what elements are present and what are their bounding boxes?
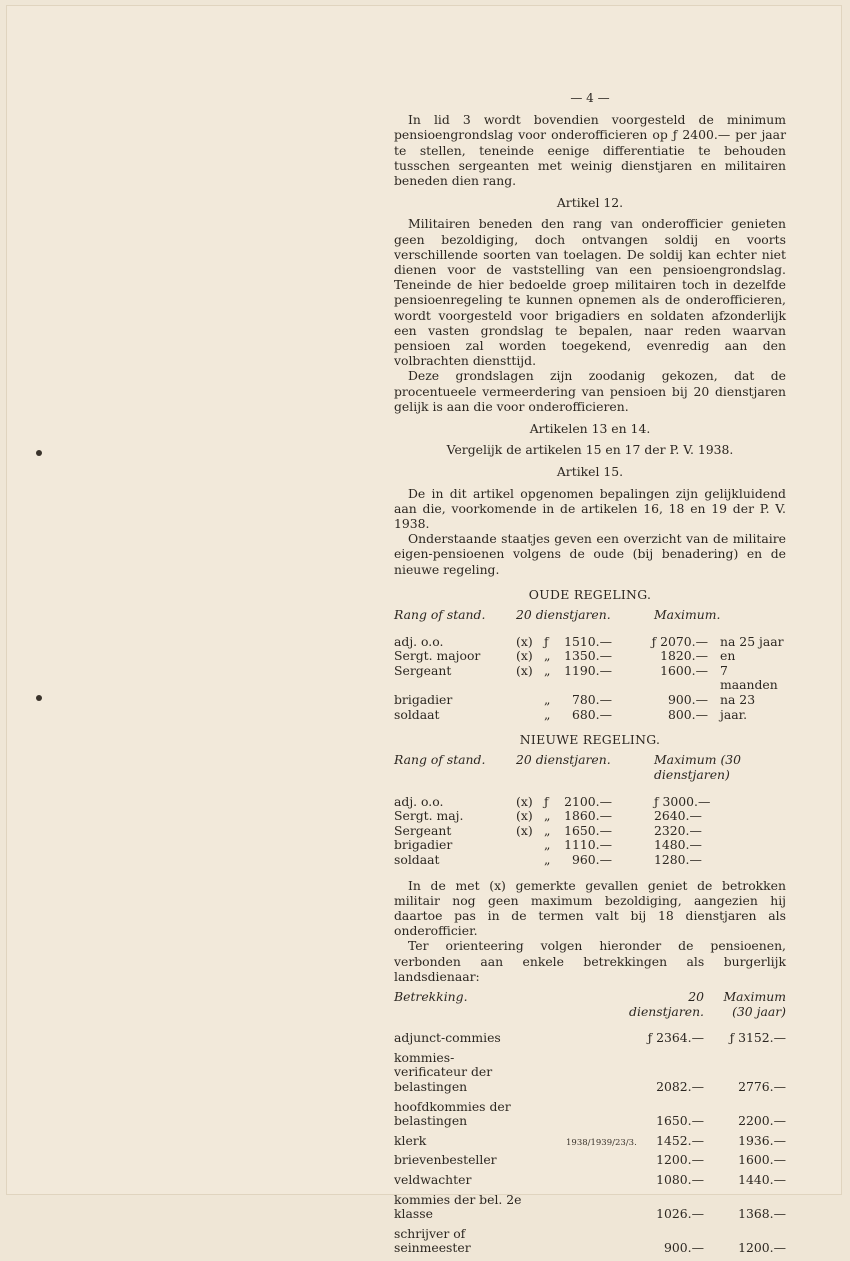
rank-cell: soldaat bbox=[394, 706, 440, 722]
note-cell: na 25 jaar bbox=[720, 633, 784, 649]
table-row bbox=[394, 1227, 786, 1261]
currency-cell: „ bbox=[544, 648, 551, 664]
years20-cell: 1080.— bbox=[656, 1171, 704, 1187]
mark-cell: (x) bbox=[516, 633, 533, 649]
article-13-14-text: Vergelijk de artikelen 15 en 17 der P. V. 1938. bbox=[446, 442, 734, 458]
new-header-rank: Rang of stand. bbox=[394, 752, 486, 768]
maximum-cell: 1200.— bbox=[738, 1240, 786, 1256]
years20-cell: ƒ 2364.— bbox=[647, 1030, 704, 1046]
article-15-paragraph-2: Onderstaande staatjes geven een overzicht van de militaire eigen-pensioenen volgens de oude (bij benadering) en de nieuwe regeling. bbox=[394, 531, 786, 577]
table-row bbox=[394, 664, 786, 693]
mark-cell bbox=[516, 693, 544, 708]
job-cell: veldwachter bbox=[394, 1171, 472, 1187]
years20-cell: 2082.— bbox=[656, 1079, 704, 1094]
old-scheme-title: OUDE REGELING. bbox=[528, 586, 652, 602]
currency-cell: ƒ bbox=[544, 633, 549, 649]
punch-hole bbox=[36, 450, 42, 456]
note-cell: jaar. bbox=[720, 706, 748, 722]
table-row bbox=[394, 1051, 786, 1100]
mark-cell bbox=[516, 838, 544, 853]
job-cell: hoofdkommies der belastingen bbox=[394, 1098, 511, 1129]
table-row bbox=[394, 853, 786, 868]
orientation-paragraph: Ter orienteering volgen hieronder de pensioenen, verbonden aan enkele betrekkingen als burgerlijk landsdienaar: bbox=[394, 938, 786, 984]
rank-cell: adj. o.o. bbox=[394, 633, 444, 649]
article-15-heading: Artikel 15. bbox=[556, 464, 624, 480]
mark-cell: (x) bbox=[516, 808, 533, 824]
maximum-cell: 1600.— bbox=[660, 662, 708, 678]
rank-cell: Sergt. majoor bbox=[394, 648, 481, 664]
years20-cell: 960.— bbox=[572, 852, 612, 868]
table-row bbox=[394, 1173, 786, 1193]
years20-cell: 1200.— bbox=[656, 1152, 704, 1168]
years20-cell: 680.— bbox=[572, 706, 612, 722]
mark-cell: (x) bbox=[516, 648, 533, 664]
job-cell: adjunct-commies bbox=[394, 1030, 501, 1046]
currency-cell: „ bbox=[544, 662, 551, 678]
maximum-cell: 900.— bbox=[668, 692, 708, 708]
table-row bbox=[394, 1193, 786, 1227]
footer-code: 1938/1939/23/3. bbox=[566, 1138, 637, 1148]
text-column bbox=[394, 91, 786, 1261]
article-12-paragraph-1: Militairen beneden den rang van onderofficier genieten geen bezoldiging, doch ontvangen soldij en voorts verschillende soorten van toelagen. De soldij kan echter niet dienen voor de vaststelling van een pensioengrondslag. Teneinde de hier bedoelde groep militairen toch in dezelfde pensioenregeling te kunnen opnemen als de onderofficieren, wordt voorgesteld voor brigadiers en soldaten afzonderlijk een vasten grondslag te bepalen, naar reden waarvan pensioen zal worden toegekend, evenredig aan den volbrachten diensttijd. bbox=[394, 216, 786, 369]
old-header-rank: Rang of stand. bbox=[394, 607, 486, 623]
new-header-20years: 20 dienstjaren. bbox=[516, 752, 611, 768]
maximum-cell: 1368.— bbox=[738, 1206, 786, 1222]
table-row bbox=[394, 824, 786, 839]
mark-cell bbox=[516, 708, 544, 723]
years20-cell: 2100.— bbox=[564, 793, 612, 809]
job-cell: kommies der bel. 2e klasse bbox=[394, 1191, 522, 1222]
page-number: — 4 — bbox=[570, 91, 610, 105]
maximum-cell: 1820.— bbox=[660, 648, 708, 664]
mark-cell bbox=[516, 853, 544, 868]
note-cell: 7 maanden bbox=[720, 662, 778, 693]
mark-cell: (x) bbox=[516, 793, 533, 809]
new-scheme-title: NIEUWE REGELING. bbox=[519, 732, 661, 748]
years20-cell: 1510.— bbox=[564, 633, 612, 649]
currency-cell: „ bbox=[544, 692, 551, 708]
new-scheme-table bbox=[394, 753, 786, 867]
job-cell: klerk bbox=[394, 1132, 427, 1148]
mark-cell: (x) bbox=[516, 662, 533, 678]
maximum-cell: 1600.— bbox=[738, 1152, 786, 1168]
table-row bbox=[394, 838, 786, 853]
civil-table bbox=[394, 990, 786, 1261]
maximum-cell: 1480.— bbox=[654, 837, 702, 853]
job-cell: schrijver of seinmeester bbox=[394, 1225, 471, 1256]
old-header-maximum: Maximum. bbox=[654, 607, 721, 623]
maximum-cell: 800.— bbox=[668, 706, 708, 722]
maximum-cell: 2776.— bbox=[738, 1079, 786, 1094]
currency-cell: „ bbox=[544, 808, 551, 824]
rank-cell: adj. o.o. bbox=[394, 793, 444, 809]
job-cell: kommies-verificateur der belastingen bbox=[394, 1049, 493, 1094]
maximum-cell: 1936.— bbox=[738, 1132, 786, 1148]
maximum-cell: 2640.— bbox=[654, 808, 702, 824]
years20-cell: 1190.— bbox=[564, 662, 612, 678]
article-12-paragraph-2: Deze grondslagen zijn zoodanig gekozen, dat de procentueele vermeerdering van pensioen bij 20 dienstjaren gelijk is aan die voor onderofficieren. bbox=[394, 368, 786, 414]
civil-header-20years: 20 dienstjaren. bbox=[629, 989, 704, 1019]
currency-cell: „ bbox=[544, 837, 551, 853]
years20-cell: 1110.— bbox=[564, 837, 612, 853]
rank-cell: brigadier bbox=[394, 837, 453, 853]
currency-cell: ƒ bbox=[544, 793, 549, 809]
table-row bbox=[394, 635, 786, 650]
rank-cell: brigadier bbox=[394, 692, 453, 708]
table-row bbox=[394, 795, 786, 810]
job-cell: brievenbesteller bbox=[394, 1152, 497, 1168]
rank-cell: Sergt. maj. bbox=[394, 808, 464, 824]
table-row bbox=[394, 649, 786, 664]
table-row bbox=[394, 708, 786, 723]
article-12-heading: Artikel 12. bbox=[556, 195, 624, 211]
table-row bbox=[394, 809, 786, 824]
years20-cell: 1650.— bbox=[564, 822, 612, 838]
currency-cell: „ bbox=[544, 822, 551, 838]
table-row bbox=[394, 1100, 786, 1134]
years20-cell: 1350.— bbox=[564, 648, 612, 664]
years20-cell: 1860.— bbox=[564, 808, 612, 824]
maximum-cell: ƒ 3000.— bbox=[654, 793, 711, 809]
years20-cell: 1026.— bbox=[656, 1206, 704, 1222]
article-15-paragraph-1: De in dit artikel opgenomen bepalingen zijn gelijkluidend aan die, voorkomende in de artikelen 16, 18 en 19 der P. V. 1938. bbox=[394, 485, 786, 532]
article-13-14-heading: Artikelen 13 en 14. bbox=[529, 421, 651, 437]
civil-header-job: Betrekking. bbox=[394, 989, 468, 1005]
punch-hole bbox=[36, 695, 42, 701]
maximum-cell: ƒ 2070.— bbox=[651, 633, 708, 649]
rank-cell: Sergeant bbox=[394, 822, 452, 838]
years20-cell: 1452.— bbox=[656, 1132, 704, 1148]
document-page bbox=[6, 5, 842, 1256]
civil-header-maximum: Maximum (30 jaar) bbox=[723, 989, 786, 1019]
rank-cell: Sergeant bbox=[394, 662, 452, 678]
currency-cell: „ bbox=[544, 852, 551, 868]
note-x-paragraph: In de met (x) gemerkte gevallen geniet de betrokken militair nog geen maximum bezoldiging, aangezien hij daartoe pas in de termen valt bij 18 dienstjaren als onderofficier. bbox=[394, 877, 786, 939]
mark-cell: (x) bbox=[516, 822, 533, 838]
currency-cell: „ bbox=[544, 706, 551, 722]
maximum-cell: ƒ 3152.— bbox=[729, 1030, 786, 1046]
years20-cell: 1650.— bbox=[656, 1113, 704, 1129]
intro-paragraph: In lid 3 wordt bovendien voorgesteld de minimum pensioengrondslag voor onderofficieren op ƒ 2400.— per jaar te stellen, teneinde eenige differentiatie te behouden tusschen sergeanten met weinig dienstjaren en militairen beneden dien rang. bbox=[394, 112, 786, 189]
table-row bbox=[394, 1031, 786, 1051]
maximum-cell: 1280.— bbox=[654, 852, 702, 868]
years20-cell: 900.— bbox=[664, 1240, 704, 1256]
maximum-cell: 1440.— bbox=[738, 1171, 786, 1187]
note-cell: en bbox=[720, 648, 736, 664]
rank-cell: soldaat bbox=[394, 852, 440, 868]
new-header-maximum: Maximum (30 dienstjaren) bbox=[654, 752, 742, 783]
note-cell: na 23 bbox=[720, 692, 756, 708]
old-header-20years: 20 dienstjaren. bbox=[516, 607, 611, 623]
table-row bbox=[394, 693, 786, 708]
maximum-cell: 2320.— bbox=[654, 822, 702, 838]
maximum-cell: 2200.— bbox=[738, 1113, 786, 1129]
old-scheme-table bbox=[394, 608, 786, 722]
table-row bbox=[394, 1153, 786, 1173]
years20-cell: 780.— bbox=[572, 692, 612, 708]
